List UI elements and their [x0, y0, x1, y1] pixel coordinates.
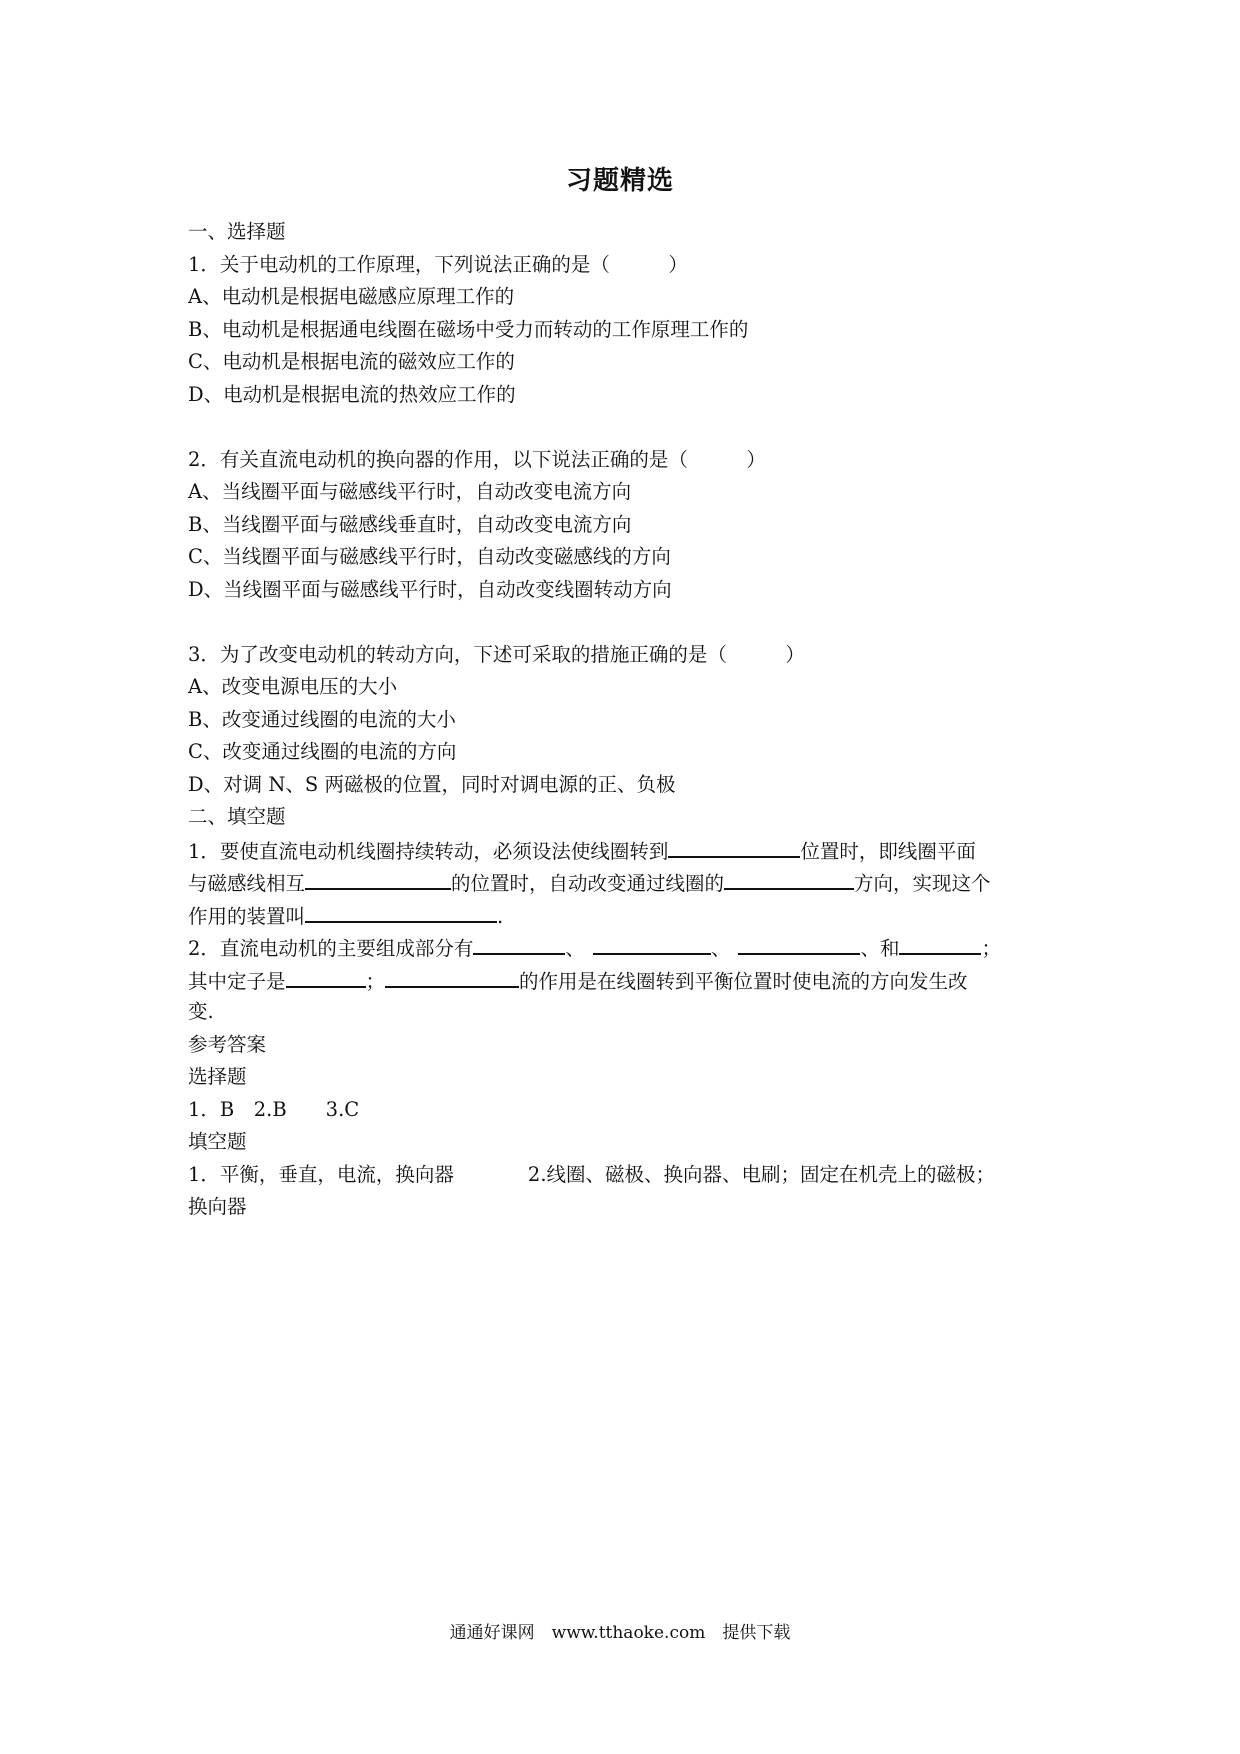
question-1-option-b: B、电动机是根据通电线圈在磁场中受力而转动的工作原理工作的	[188, 317, 749, 341]
fill-question-2-line-2	[188, 964, 1058, 997]
question-2-option-a: A、当线圈平面与磁感线平行时，自动改变电流方向	[188, 480, 632, 503]
answers-fill-part-2: 2.线圈、磁极、换向器、电刷；固定在机壳上的磁极；	[527, 1162, 996, 1186]
fill-q1-text-c: 与磁感线相互	[188, 872, 306, 895]
fill-question-2-line-1	[188, 931, 1058, 964]
fill-q1-text-g: .	[497, 904, 504, 928]
fill-question-1-line-3	[188, 899, 1058, 932]
fill-q2-sep-3: 、和	[860, 937, 900, 960]
fill-blank	[668, 834, 800, 858]
fill-question-2-line-3: 变.	[188, 1000, 214, 1023]
fill-question-1-line-1	[188, 834, 1058, 867]
answers-fill-line-2: 换向器	[188, 1195, 247, 1218]
answers-fill-heading: 填空题	[188, 1130, 247, 1153]
question-3-option-d: D、对调 N、S 两磁极的位置，同时对调电源的正、负极	[188, 772, 676, 796]
question-2-stem: 2．有关直流电动机的换向器的作用，以下说法正确的是（ ）	[188, 447, 766, 471]
answers-fill-line-1	[188, 1159, 1058, 1192]
section-heading-fill: 二、填空题	[188, 805, 286, 828]
question-2-option-d: D、当线圈平面与磁感线平行时，自动改变线圈转动方向	[188, 577, 672, 601]
fill-blank	[473, 931, 565, 955]
fill-blank	[305, 866, 451, 890]
answers-choice-values: 1．B 2.B 3.C	[188, 1097, 360, 1121]
fill-q2-text-c: ；	[365, 969, 386, 993]
question-1-stem: 1．关于电动机的工作原理，下列说法正确的是（ ）	[188, 252, 688, 276]
fill-q2-text-d: 的作用是在线圈转到平衡位置时使电流的方向发生改	[519, 969, 968, 993]
answers-choice-heading: 选择题	[188, 1065, 247, 1088]
answers-heading: 参考答案	[188, 1032, 267, 1056]
question-1-option-c: C、电动机是根据电流的磁效应工作的	[188, 350, 515, 373]
fill-blank	[724, 866, 854, 890]
question-1-option-a: A、电动机是根据电磁感应原理工作的	[188, 285, 515, 308]
question-2-option-c: C、当线圈平面与磁感线平行时，自动改变磁感线的方向	[188, 545, 671, 568]
question-3-option-b: B、改变通过线圈的电流的大小	[188, 707, 456, 731]
fill-blank	[385, 964, 519, 988]
fill-q2-text-b: 其中定子是	[188, 969, 286, 993]
fill-question-1-line-2	[188, 866, 1058, 899]
fill-blank	[593, 931, 711, 955]
question-2-option-b: B、当线圈平面与磁感线垂直时，自动改变电流方向	[188, 512, 632, 536]
fill-blank	[286, 964, 366, 988]
page-footer: 通通好课网 www.tthaoke.com 提供下载	[449, 1623, 791, 1643]
fill-q2-sep-2: 、	[710, 937, 731, 960]
fill-q1-text-e: 方向，实现这个	[854, 872, 991, 895]
fill-blank	[305, 899, 497, 923]
fill-q2-text-a: 2．直流电动机的主要组成部分有	[188, 937, 474, 960]
fill-q1-text-a: 1．要使直流电动机线圈持续转动，必须设法使线圈转到	[188, 839, 669, 863]
fill-q1-text-f: 作用的装置叫	[188, 904, 306, 928]
fill-blank	[899, 931, 981, 955]
document-body	[188, 216, 1058, 1224]
fill-q2-sep-1: 、	[565, 937, 585, 960]
question-3-option-a: A、改变电源电压的大小	[188, 675, 398, 698]
fill-q2-end-1: ；	[981, 937, 1001, 960]
question-3-stem: 3．为了改变电动机的转动方向，下述可采取的措施正确的是（ ）	[188, 642, 805, 666]
page-title: 习题精选	[565, 166, 674, 196]
question-3-option-c: C、改变通过线圈的电流的方向	[188, 740, 457, 763]
fill-q1-text-d: 的位置时，自动改变通过线圈的	[451, 872, 725, 895]
section-heading-choice: 一、选择题	[188, 220, 286, 243]
answers-fill-part-1: 1．平衡，垂直，电流，换向器	[188, 1162, 454, 1186]
fill-q1-text-b: 位置时，即线圈平面	[800, 839, 976, 863]
fill-blank	[738, 931, 860, 955]
question-1-option-d: D、电动机是根据电流的热效应工作的	[188, 382, 516, 406]
